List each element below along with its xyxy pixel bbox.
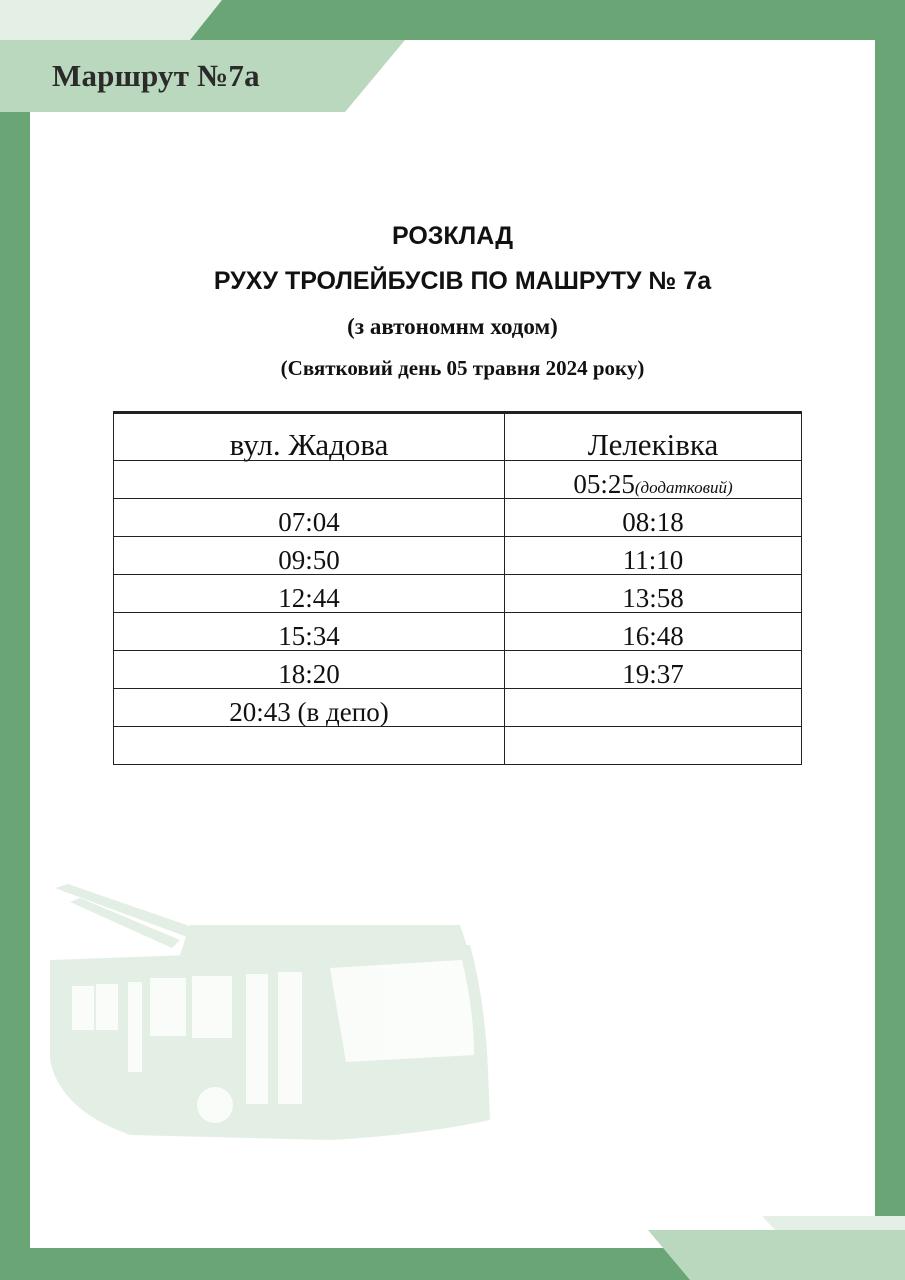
table-cell-right: [505, 689, 802, 727]
table-row: [114, 537, 802, 575]
table-cell-right: 16:48: [505, 613, 802, 651]
table-row: [114, 575, 802, 613]
table-cell-right: 13:58: [505, 575, 802, 613]
bottom-accent-pale: [762, 1216, 905, 1230]
table-cell-right: 08:18: [505, 499, 802, 537]
table-cell-left: 20:43 (в депо): [114, 689, 505, 727]
table-cell-left: 09:50: [114, 537, 505, 575]
heading-subtitle: РУХУ ТРОЛЕЙБУСІВ ПО МАШРУТУ № 7а: [213, 267, 712, 295]
table-cell-left: [114, 461, 505, 499]
heading-title: РОЗКЛАД: [391, 222, 514, 250]
banner-accent: [0, 0, 222, 40]
table-cell-left: 12:44: [114, 575, 505, 613]
column-header-lelekivka: Лелеківка: [505, 413, 802, 461]
route-label: Маршрут №7а: [52, 58, 260, 93]
table-cell-left: 15:34: [114, 613, 505, 651]
table-cell-right: 11:10: [505, 537, 802, 575]
table-cell-left: 18:20: [114, 651, 505, 689]
table-cell-right: 19:37: [505, 651, 802, 689]
column-header-zhadova: вул. Жадова: [114, 413, 505, 461]
table-cell-right: [505, 461, 802, 499]
additional-note: (додатковий): [634, 478, 733, 497]
table-cell-left: 07:04: [114, 499, 505, 537]
table-row: [114, 461, 802, 499]
heading-mode: (з автономнм ходом): [347, 314, 558, 339]
bottom-accent-light: [648, 1230, 905, 1280]
time-value: 05:25: [573, 469, 635, 499]
table-row: [114, 499, 802, 537]
table-row: [114, 689, 802, 727]
heading-date: (Святковий день 05 травня 2024 року): [280, 356, 645, 380]
table-row: [114, 651, 802, 689]
schedule-table: [113, 411, 802, 765]
table-cell-left: [114, 727, 505, 765]
table-cell-right: [505, 727, 802, 765]
table-row: [114, 613, 802, 651]
table-header-row: [114, 413, 802, 461]
table-row: [114, 727, 802, 765]
